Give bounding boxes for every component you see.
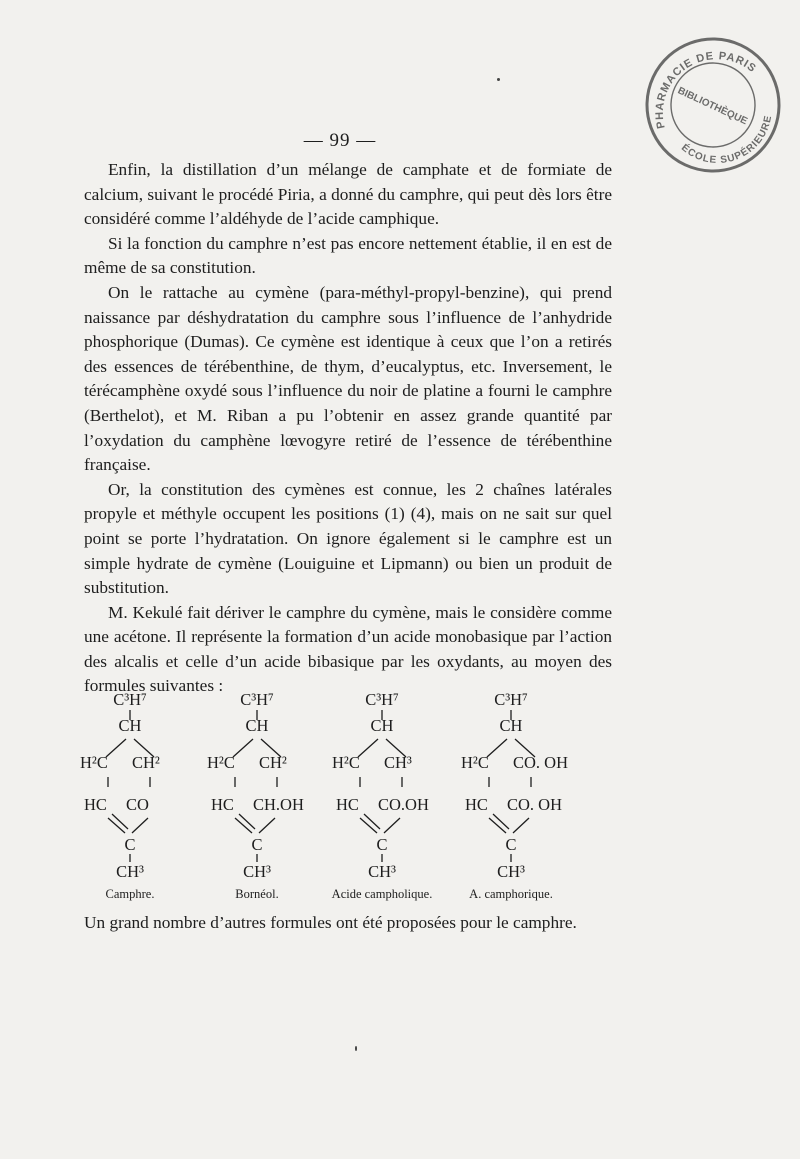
- paragraph: Enfin, la distillation d’un mélange de camphate et de formiate de calcium, suivant le procédé Piria, a donné du camphre, qui peut dès lors être considéré comme l’aldéhyde de l’acide camphique.: [84, 160, 612, 229]
- bond-line: [106, 739, 126, 757]
- page-number: — 99 —: [303, 130, 377, 151]
- formula-center-carbon: C: [251, 835, 263, 854]
- formula-right-group: CH³: [384, 753, 412, 772]
- formula-caption: A. camphorique.: [469, 887, 553, 901]
- bond-line: [239, 814, 255, 829]
- formula-3: [330, 690, 470, 885]
- bond-line: [259, 818, 275, 833]
- formula-caption: Camphre.: [105, 887, 155, 901]
- formula-left-group: HC: [336, 795, 359, 814]
- formula-bonds: [330, 690, 470, 885]
- formula-center-carbon: C: [505, 835, 517, 854]
- formula-bottom-group: CH³: [497, 862, 525, 881]
- bond-line: [487, 739, 507, 757]
- bond-line: [108, 818, 125, 833]
- ink-speck: [497, 78, 500, 81]
- paragraph: On le rattache au cymène (para-méthyl-propyl-benzine), qui prend naissance par déshydratation du camphre sous l’influence de l’anhydride phosphorique (Dumas). Ce cymène est identique à ceux que l’on a retirés des essences de térébenthine, de thym, d’eucalyptus, etc. Inversement, le térécamphène oxydé sous l’influence du noir de platine a fourni le camphre (Berthelot), et M. Riban a pu l’obtenir en assez grande quantité par l’oxydation du camphène lœvogyre retiré de l’essence de térébenthine française.: [84, 282, 612, 475]
- formula-4: [459, 690, 599, 885]
- paragraph: Si la fonction du camphre n’est pas encore nettement établie, il en est de même de sa constitution.: [84, 233, 612, 278]
- formula-left-group: HC: [211, 795, 234, 814]
- bond-line: [132, 818, 148, 833]
- stamp-text-bottom: ÉCOLE SUPÉRIEURE: [678, 114, 775, 167]
- bond-line: [384, 818, 400, 833]
- formula-bonds: [78, 690, 218, 885]
- formula-left-group: H²C: [207, 753, 235, 772]
- stamp-text-top: PHARMACIE DE PARIS: [653, 50, 759, 130]
- formula-ch-group: CH: [118, 716, 142, 735]
- formula-ch-group: CH: [370, 716, 394, 735]
- formula-caption: Bornéol.: [235, 887, 279, 901]
- ink-speck: [355, 1046, 357, 1051]
- formula-right-group: CH.OH: [253, 795, 304, 814]
- formula-right-group: CH²: [259, 753, 287, 772]
- formula-2: [205, 690, 345, 885]
- bond-line: [360, 818, 377, 833]
- closing-text: [84, 911, 612, 936]
- body-text: [84, 158, 612, 699]
- bond-line: [364, 814, 380, 829]
- bond-line: [513, 818, 529, 833]
- formula-center-carbon: C: [124, 835, 136, 854]
- formula-ch-group: CH: [245, 716, 269, 735]
- library-stamp: [638, 30, 788, 180]
- formula-bonds: [205, 690, 345, 885]
- bond-line: [235, 818, 252, 833]
- formula-bottom-group: CH³: [116, 862, 144, 881]
- formula-left-group: H²C: [80, 753, 108, 772]
- formula-bonds: [459, 690, 599, 885]
- bond-line: [493, 814, 509, 829]
- formula-bottom-group: CH³: [368, 862, 396, 881]
- bond-line: [112, 814, 128, 829]
- formula-1: [78, 690, 218, 885]
- bond-line: [233, 739, 253, 757]
- paragraph: Or, la constitution des cymènes est connue, les 2 chaînes latérales propyle et méthyle occupent les positions (1) (4), mais on ne sait sur quel point se porte l’hydratation. On ignore également si le camphre est un simple hydrate de cymène (Louiguine et Lipmann) ou bien un produit de substitution.: [84, 479, 612, 598]
- paragraph: Un grand nombre d’autres formules ont été proposées pour le camphre.: [84, 913, 577, 932]
- paragraph: M. Kekulé fait dériver le camphre du cymène, mais le considère comme une acétone. Il représente la formation d’un acide monobasique par l’action des alcalis et celle d’un acide bibasique par les oxydants, au moyen des formules suivantes :: [84, 602, 612, 696]
- formula-top-group: C³H⁷: [240, 690, 274, 709]
- formula-left-group: HC: [84, 795, 107, 814]
- bond-line: [489, 818, 506, 833]
- formula-bottom-group: CH³: [243, 862, 271, 881]
- formula-left-group: HC: [465, 795, 488, 814]
- formula-ch-group: CH: [499, 716, 523, 735]
- formula-right-group: CO: [126, 795, 149, 814]
- formula-right-group: CO.OH: [378, 795, 429, 814]
- formula-top-group: C³H⁷: [113, 690, 147, 709]
- formula-right-group: CO. OH: [507, 795, 563, 814]
- bond-line: [358, 739, 378, 757]
- formula-left-group: H²C: [332, 753, 360, 772]
- stamp-center: BIBLIOTHÈQUE: [675, 85, 749, 128]
- formula-center-carbon: C: [376, 835, 388, 854]
- formula-top-group: C³H⁷: [494, 690, 528, 709]
- formula-caption: Acide campholique.: [331, 887, 433, 901]
- formula-left-group: H²C: [461, 753, 489, 772]
- formula-right-group: CH²: [132, 753, 160, 772]
- formula-right-group: CO. OH: [513, 753, 569, 772]
- formula-top-group: C³H⁷: [365, 690, 399, 709]
